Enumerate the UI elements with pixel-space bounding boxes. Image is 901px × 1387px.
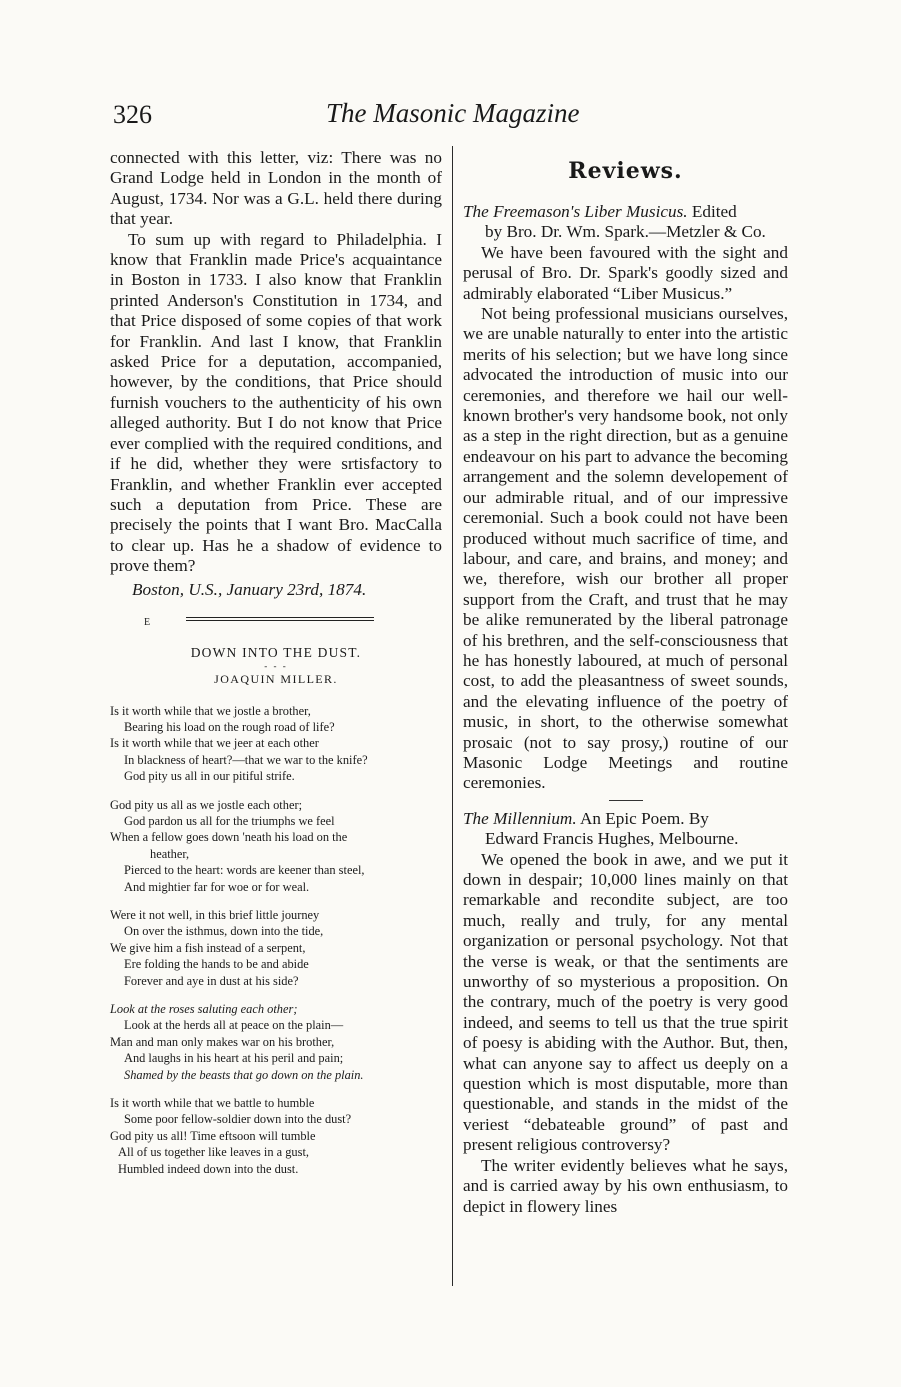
section-title: Reviews. xyxy=(568,158,683,184)
poem-stanza xyxy=(110,797,442,895)
poem-line: Is it worth while that we jeer at each other xyxy=(110,736,319,751)
page-header xyxy=(113,96,785,136)
poem-line: We give him a fish instead of a serpent, xyxy=(110,940,306,955)
poem-line: Forever and aye in dust at his side? xyxy=(124,973,299,988)
poem-stanza xyxy=(110,907,442,989)
review-title: The Freemason's Liber Musicus. xyxy=(463,202,688,221)
poem-line: Shamed by the beasts that go down on the plain. xyxy=(124,1067,364,1082)
review-paragraph: We opened the book in awe, and we put it down in despair; 10,000 lines mainly on that remarkable and recondite subject, are too much, really and truly, for any mental organization or personal psychology. Not that the verse is weak, or that the sentiments are unworthy of so mysterious a proposition. On the contrary, much of the poetry is very good indeed, and seems to tell us that the true spirit of poesy is abiding with the Author. But, then, what can anyone say to affect us deeply on a question which is most disputable, more than questionable, and stands in the midst of the veriest “debateable ground” of past and present religious controversy? xyxy=(463,849,788,1155)
poem-line: All of us together like leaves in a gust, xyxy=(118,1145,309,1160)
separator-mark: E xyxy=(144,616,151,628)
double-rule xyxy=(186,617,374,621)
poem-line: Look at the herds all at peace on the plain— xyxy=(124,1018,344,1033)
letter-paragraph: connected with this letter, viz: There was no Grand Lodge held in London in the month of August, 1734. Nor was a G.L. held there during that year. xyxy=(110,148,442,229)
poem-line: God pity us all as we jostle each other; xyxy=(110,797,303,812)
letter-paragraph: To sum up with regard to Philadelphia. I know that Franklin made Price's acquaintance in Boston in 1733. I also know that Franklin printed Anderson's Constitution in 1734, and that Price disposed of some copies of that work for Franklin. And last I know, that Franklin asked Price for a deputation, accompanied, however, by the conditions, that Price should furnish vouchers to the authenticity of his own alleged authority. But I do not know that Price ever complied with the required conditions, and if he did, whether they were srtisfactory to Franklin, and whether Franklin ever accepted such a deputation from Price. These are precisely the points that I want Bro. MacCalla to clear up. Has he a shadow of evidence to prove them? xyxy=(110,229,442,576)
review-byline-first: An Epic Poem. By xyxy=(579,808,709,828)
right-column xyxy=(463,148,788,1217)
poem-line: Man and man only makes war on his brother, xyxy=(110,1034,335,1049)
poem-line: God pardon us all for the triumphs we feel xyxy=(124,813,335,828)
poem-line: In blackness of heart?—that we war to the knife? xyxy=(124,752,368,767)
poem-stanza xyxy=(110,1001,442,1083)
poem-stanza xyxy=(110,703,442,785)
poem-line: When a fellow goes down 'neath his load on the xyxy=(110,830,348,845)
poem-line: On over the isthmus, down into the tide, xyxy=(124,924,324,939)
review-byline-first: Edited xyxy=(691,202,737,221)
poem-line: God pity us all in our pitiful strife. xyxy=(124,769,295,784)
poem-line: And mightier far for woe or for weal. xyxy=(124,879,310,894)
poem-line: heather, xyxy=(150,846,190,861)
review-byline: Edward Francis Hughes, Melbourne. xyxy=(485,829,739,849)
poem-stanza xyxy=(110,1095,442,1177)
review-text xyxy=(463,850,788,1217)
poem-line: Some poor fellow-soldier down into the dust? xyxy=(124,1112,352,1127)
section-separator xyxy=(110,611,442,641)
letter-text xyxy=(110,148,442,577)
poem-line: God pity us all! Time eftsoon will tumble xyxy=(110,1128,316,1143)
poem-line: And laughs in his heart at his peril and pain; xyxy=(124,1051,344,1066)
poem-line: Bearing his load on the rough road of life? xyxy=(124,719,335,734)
review-text xyxy=(463,243,788,794)
poem-line: Is it worth while that we jostle a brother, xyxy=(110,703,311,718)
review-paragraph: We have been favoured with the sight and perusal of Bro. Dr. Spark's goodly sized and admirably elaborated “Liber Musicus.” xyxy=(463,242,788,303)
poem-line: Ere folding the hands to be and abide xyxy=(124,957,309,972)
poem-line: Is it worth while that we battle to humble xyxy=(110,1096,315,1111)
poem-line: Pierced to the heart: words are keener than steel, xyxy=(124,863,365,878)
poem-line: Were it not well, in this brief little journey xyxy=(110,908,320,922)
poem-author: JOAQUIN MILLER. xyxy=(214,671,338,686)
left-column xyxy=(110,148,442,1189)
review-title: The Millennium. xyxy=(463,808,577,828)
review-paragraph: Not being professional musicians ourselves, we are unable naturally to enter into the artistic merits of his selection; but we have long since advocated the introduction of music into our ceremonies, and therefore we hail our well-known brother's very handsome book, not only as a step in the right direction, but as a genuine endeavour on his part to advance the becoming arrangement and the solemn developement of our admirable ritual, and of our impressive ceremonial. Such a book could not have been produced without much sacrifice of time, and labour, and care, and brains, and money; and we, therefore, wish our brother all proper support from the Craft, and trust that he may be alike remunerated by the liberal patronage of his brethren, and the self-consciousness that he has honestly laboured, at much of personal cost, to add the pleasantness of sweet sounds, and the elevating influence of the poetry of music, in short, to the otherwise somewhat prosaic (not to say prosy,) routine of our Masonic Lodge Meetings and routine ceremonies. xyxy=(463,304,788,793)
page-number: 326 xyxy=(113,100,152,129)
short-rule xyxy=(609,800,643,801)
review-byline: by Bro. Dr. Wm. Spark.—Metzler & Co. xyxy=(485,222,766,242)
poem-title: DOWN INTO THE DUST. xyxy=(190,644,362,660)
poem-line: Humbled indeed down into the dust. xyxy=(118,1161,299,1176)
review-heading xyxy=(463,809,788,850)
running-title: The Masonic Magazine xyxy=(326,98,580,128)
review-heading xyxy=(463,202,788,243)
column-divider xyxy=(452,146,453,1286)
poem-line: Look at the roses saluting each other; xyxy=(110,1002,298,1017)
poem xyxy=(110,645,442,1178)
review-paragraph: The writer evidently believes what he says, and is carried away by his own enthusiasm, to depict in flowery lines xyxy=(463,1155,788,1216)
poem-dash: - - - xyxy=(264,660,288,671)
letter-signature: Boston, U.S., January 23rd, 1874. xyxy=(132,579,367,599)
